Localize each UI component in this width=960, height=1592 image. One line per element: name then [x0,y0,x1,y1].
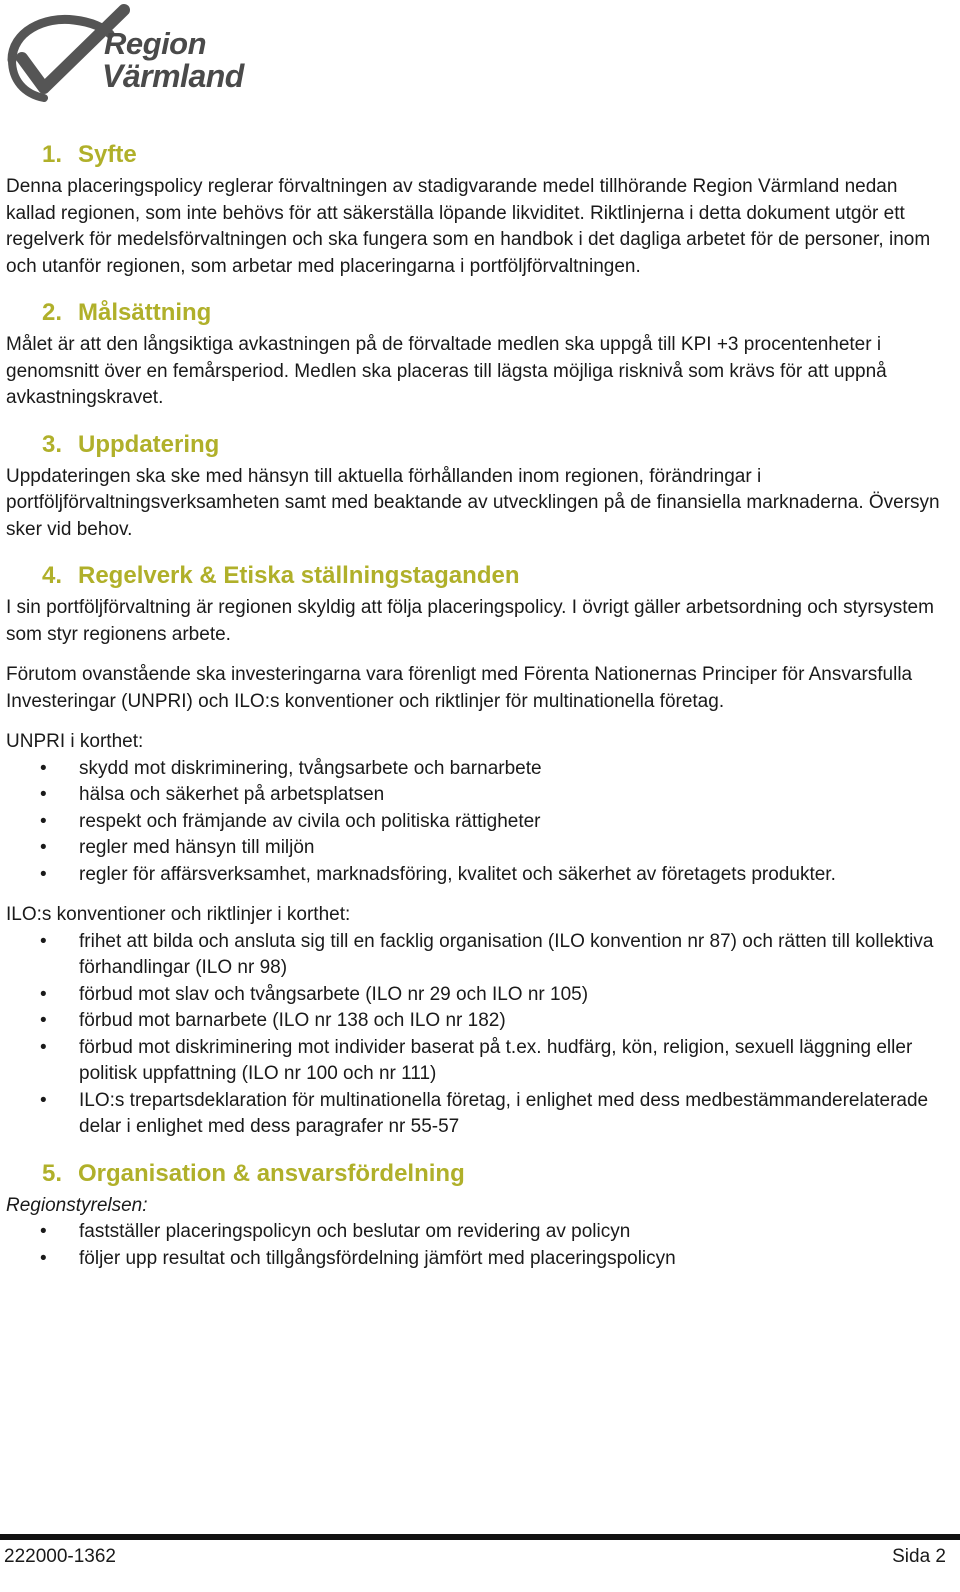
section-number: 5. [42,1159,63,1187]
section-title: Regelverk & Etiska ställningstaganden [78,562,520,589]
regionstyrelsen-list [6,1219,946,1272]
section-number: 1. [42,141,63,168]
section-text: Målet är att den långsiktiga avkastningen på de förvaltade medlen ska uppgå till KPI +3 procentenheter i genomsnitt över en femårsperiod. Medlen ska placeras till lägsta möjliga risknivå som krävs för att uppnå avkastningskravet. [6,334,887,408]
document-body [6,140,946,1272]
section-text: Denna placeringspolicy reglerar förvaltningen av stadigvarande medel tillhörande Region Värmland nedan kallad regionen, som inte behövs för att säkerställa löpande likviditet. Riktlinjerna i detta dokument utgör ett regelverk för medelsförvaltningen och ska fungera som en handbok i det dagliga arbetet för de personer, inom och utanför regionen, som arbetar med placeringarna i portföljförvaltningen. [6,176,931,277]
unpri-list [6,756,946,889]
section-heading-organisation [6,1159,946,1189]
section-text: Förutom ovanstående ska investeringarna vara förenligt med Förenta Nationernas Principer för Ansvarsfulla Investeringar (UNPRI) och ILO:s konventioner och riktlinjer för multinationella företag. [6,664,913,712]
section-title: Målsättning [78,299,212,326]
list-item: • fastställer placeringspolicyn och beslutar om revidering av policyn [6,1219,946,1246]
list-item: • förbud mot slav och tvångsarbete (ILO nr 29 och ILO nr 105) [6,982,946,1009]
section-number: 4. [42,562,63,589]
section-subheading: Regionstyrelsen: [6,1194,148,1216]
section-number: 3. [42,430,63,458]
footer-doc-number: 222000-1362 [4,1546,116,1567]
list-intro-ilo: ILO:s konventioner och riktlinjer i korthet: [6,904,351,925]
ilo-list [6,929,946,1141]
section-heading-malsattning [6,298,946,328]
section-title: Organisation & ansvarsfördelning [78,1159,465,1187]
list-item: • hälsa och säkerhet på arbetsplatsen [6,782,946,809]
list-item: • följer upp resultat och tillgångsfördelning jämfört med placeringspolicyn [6,1246,946,1273]
list-intro-unpri: UNPRI i korthet: [6,731,144,752]
list-item: • respekt och främjande av civila och politiska rättigheter [6,809,946,836]
footer-page-number: Sida 2 [892,1546,946,1567]
list-item: • skydd mot diskriminering, tvångsarbete och barnarbete [6,756,946,783]
section-title: Uppdatering [78,430,220,458]
footer-divider [0,1534,960,1540]
section-text: I sin portföljförvaltning är regionen skyldig att följa placeringspolicy. I övrigt gäller arbetsordning och styrsystem som styr regionens arbete. [6,597,934,645]
list-item: • frihet att bilda och ansluta sig till en facklig organisation (ILO konvention nr 87) och rätten till kollektiva förhandlingar (ILO nr 98) [6,929,946,982]
section-heading-uppdatering [6,430,946,460]
logo-text-region: Region [104,26,207,61]
list-item: • ILO:s trepartsdeklaration för multinationella företag, i enlighet med dess medbestämmanderelaterade delar i enlighet med dess paragrafer nr 55-57 [6,1088,946,1141]
list-item: • förbud mot diskriminering mot individer baserat på t.ex. hudfärg, kön, religion, sexuell läggning eller politisk uppfattning (ILO nr 100 och nr 111) [6,1035,946,1088]
section-text: Uppdateringen ska ske med hänsyn till aktuella förhållanden inom regionen, förändringar i portföljförvaltningsverksamheten samt med beaktande av utvecklingen på de finansiella marknaderna. Översyn sker vid behov. [6,465,940,540]
section-heading-syfte [6,140,946,170]
section-number: 2. [42,299,63,326]
logo-text-varmland: Värmland [102,58,244,94]
list-item: • regler för affärsverksamhet, marknadsföring, kvalitet och säkerhet av företagets produkter. [6,862,946,889]
region-varmland-logo [4,2,254,102]
list-item: • förbud mot barnarbete (ILO nr 138 och ILO nr 182) [6,1008,946,1035]
section-heading-regelverk [6,561,946,591]
section-title: Syfte [78,141,137,168]
list-item: • regler med hänsyn till miljön [6,835,946,862]
